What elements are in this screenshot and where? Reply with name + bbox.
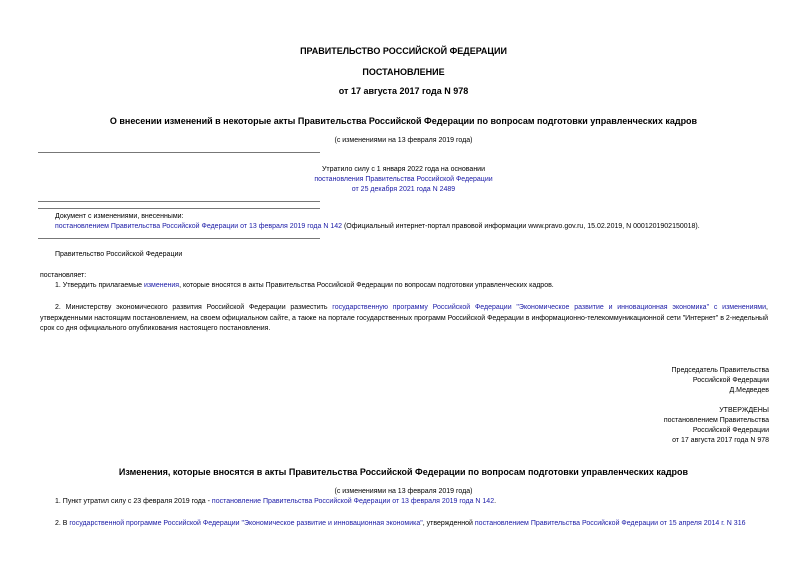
document-type: ПОСТАНОВЛЕНИЕ [362, 67, 445, 77]
signature-name: Д.Медведев [729, 387, 769, 394]
item1-link[interactable]: постановление Правительства Российской Федерации от 13 февраля 2019 года N 142 [211, 498, 495, 505]
annex-title: Изменения, которые вносятся в акты Правительства Российской Федерации по вопросам подготовки управленческих кадров [118, 467, 689, 477]
changes-link[interactable]: постановлением Правительства Российской Федерации от 13 февраля 2019 года N 142 [55, 223, 342, 230]
changes-rest: (Официальный интернет-портал правовой информации www.pravo.gov.ru, 15.02.2019, N 0001201902150018). [342, 223, 700, 230]
changes-heading: Документ с изменениями, внесенными: [55, 213, 184, 220]
paragraph-1 [55, 281, 554, 290]
signature-org: Российской Федерации [692, 377, 769, 384]
signature-position: Председатель Правительства [671, 367, 769, 374]
item1-text: 1. Пункт утратил силу с 23 февраля 2019 года - [55, 498, 212, 505]
p2-text-end: , утвержденными настоящим постановлением, на своем официальном сайте, а также на портале государственных программ Российской Федерации в информационно-телекоммуникационной сети "Интернет" в 2-недельный срок со дня официального опубликования настоящего постановления. [40, 304, 768, 332]
approval-block [664, 406, 769, 446]
expired-link-1[interactable]: постановления Правительства Российской Федерации [314, 176, 493, 183]
item2-text: 2. В [55, 520, 70, 527]
issuing-body: Правительство Российской Федерации [55, 251, 183, 258]
divider [38, 152, 320, 153]
revision-note: (с изменениями на 13 февраля 2019 года) [334, 137, 473, 144]
item2-program-link[interactable]: государственной программе Российской Федерации "Экономическое развитие и инновационная экономика" [69, 520, 423, 527]
item1-end: . [494, 498, 497, 505]
approved-label: УТВЕРЖДЕНЫ [719, 407, 769, 414]
divider [38, 208, 320, 209]
document-date: от 17 августа 2017 года N 978 [338, 86, 469, 96]
annex-item-2 [55, 519, 746, 528]
approved-org: Российской Федерации [692, 427, 769, 434]
item2-resolution-link[interactable]: постановлением Правительства Российской Федерации от 15 апреля 2014 г. N 316 [474, 520, 746, 527]
item2-mid: , утвержденной [422, 520, 475, 527]
signature-block [672, 366, 769, 396]
divider [38, 201, 320, 202]
with-changes-link[interactable]: с изменениями [713, 304, 767, 311]
decrees-word: постановляет: [40, 272, 87, 279]
changes-source [55, 222, 700, 231]
expired-text: Утратило силу с 1 января 2022 года на основании [321, 166, 486, 173]
expired-link-2[interactable]: от 25 декабря 2021 года N 2489 [351, 186, 456, 193]
annex-revision: (с изменениями на 13 февраля 2019 года) [334, 488, 473, 495]
government-heading: ПРАВИТЕЛЬСТВО РОССИЙСКОЙ ФЕДЕРАЦИИ [300, 46, 507, 56]
document-title: О внесении изменений в некоторые акты Правительства Российской Федерации по вопросам подготовки управленческих кадров [109, 116, 698, 126]
approved-date: от 17 августа 2017 года N 978 [672, 437, 769, 444]
approved-by: постановлением Правительства [663, 417, 769, 424]
p1-text-end: , которые вносятся в акты Правительства Российской Федерации по вопросам подготовки управленческих кадров. [179, 282, 554, 289]
paragraph-2 [40, 303, 768, 335]
changes-annex-link[interactable]: изменения [143, 282, 180, 289]
divider [38, 238, 320, 239]
p1-text: 1. Утвердить прилагаемые [55, 282, 144, 289]
annex-item-1 [55, 497, 496, 506]
p2-text: 2. Министерству экономического развития Российской Федерации разместить [55, 304, 328, 311]
state-program-link[interactable]: государственную программу Российской Федерации "Экономическое развитие и инновационная экономика" [332, 304, 710, 311]
expired-note [0, 165, 807, 195]
